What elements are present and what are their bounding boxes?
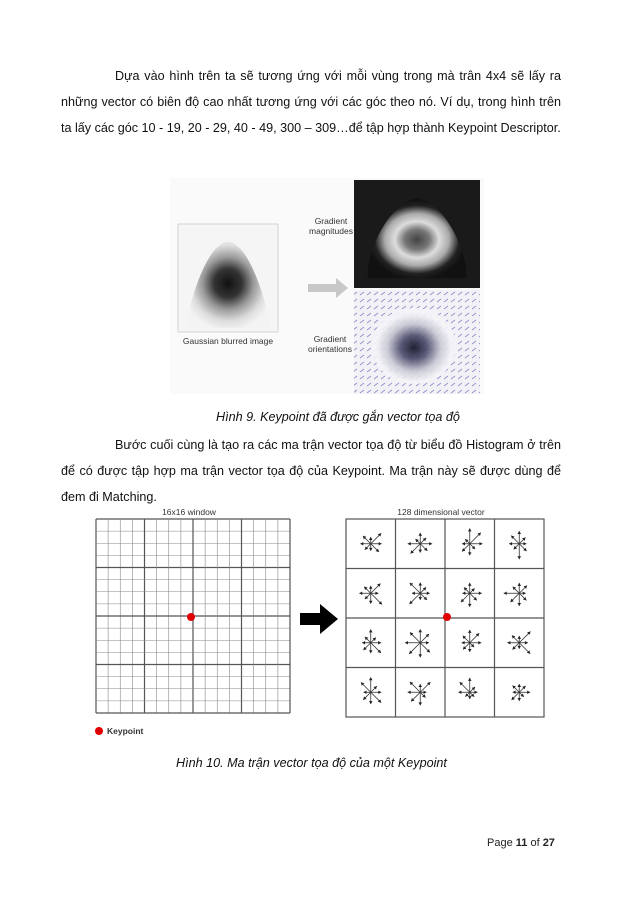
histogram-star-icon bbox=[461, 583, 482, 607]
label-gaussian-blurred: Gaussian blurred image bbox=[182, 336, 274, 346]
keypoint-legend-dot bbox=[95, 727, 103, 735]
page-footer: Page 11 of 27 bbox=[487, 837, 555, 849]
paragraph-final-step-text: Bước cuối cùng là tạo ra các ma trận vector tọa độ từ biểu đồ Histogram ở trên để có được tập hợp ma trận vector tọa độ của Keypoint. Ma trận này sẽ được dùng để đem đi Matching. bbox=[61, 438, 561, 504]
histogram-star-icon bbox=[507, 632, 530, 654]
histogram-star-icon bbox=[458, 678, 477, 699]
keypoint-marker-vector bbox=[443, 613, 451, 621]
histogram-star-icon bbox=[405, 629, 430, 657]
arrow-right-icon bbox=[300, 604, 338, 634]
figure-gradient bbox=[170, 178, 484, 394]
histogram-star-icon bbox=[361, 677, 381, 704]
label-16x16-window: 16x16 window bbox=[162, 507, 216, 517]
histogram-star-icon bbox=[512, 684, 531, 701]
histogram-star-icon bbox=[408, 682, 431, 705]
histogram-star-icon bbox=[359, 584, 382, 605]
figure-9-caption: Hình 9. Keypoint đã được gắn vector tọa độ bbox=[216, 410, 460, 424]
histogram-star-icon bbox=[462, 528, 482, 555]
label-keypoint: Keypoint bbox=[107, 726, 144, 736]
histogram-star-icon bbox=[360, 533, 381, 552]
descriptor-graphic bbox=[88, 503, 548, 743]
label-gradient-magnitudes: Gradient magnitudes bbox=[309, 216, 353, 236]
histogram-star-icon bbox=[362, 629, 381, 653]
histogram-star-icon bbox=[409, 583, 429, 604]
histogram-star-icon bbox=[408, 533, 432, 554]
histogram-star-icon bbox=[509, 531, 527, 559]
figure-gradient-graphic bbox=[170, 178, 484, 394]
paragraph-intro bbox=[61, 63, 561, 141]
paragraph-final-step bbox=[61, 432, 561, 510]
histogram-star-icon bbox=[462, 630, 482, 652]
histogram-star-icon bbox=[504, 583, 527, 606]
figure-10-caption: Hình 10. Ma trận vector tọa độ của một Keypoint bbox=[176, 756, 447, 770]
label-gradient-orientations: Gradient orientations bbox=[308, 334, 352, 354]
label-128-vector: 128 dimensional vector bbox=[397, 507, 485, 517]
figure-descriptor bbox=[88, 503, 548, 743]
paragraph-intro-text: Dựa vào hình trên ta sẽ tương ứng với mỗi vùng trong mà trân 4x4 sẽ lấy ra những vector có biên độ cao nhất tương ứng với các góc theo nó. Ví dụ, trong hình trên ta lấy các góc 10 - 19, 20 - 29, 40 - 49, 300 – 309…để tập hợp thành Keypoint Descriptor. bbox=[61, 69, 561, 135]
keypoint-marker-window bbox=[187, 613, 195, 621]
